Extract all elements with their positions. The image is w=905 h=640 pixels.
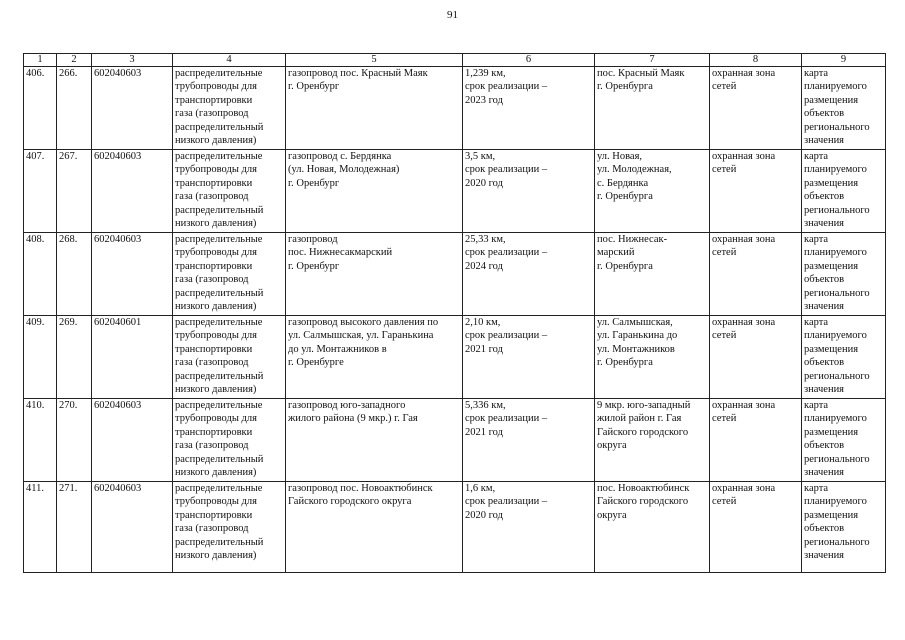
cell-code: 602040603 (92, 482, 173, 573)
column-header: 5 (286, 54, 463, 67)
cell-number: 411. (24, 482, 57, 573)
column-header: 1 (24, 54, 57, 67)
cell-location: ул. Новая, ул. Молодежная, с. Бердянка г. Оренбурга (595, 150, 710, 233)
table-row (24, 482, 886, 573)
cell-sub-number: 269. (57, 316, 92, 399)
cell-params: 1,6 км, срок реализации – 2020 год (463, 482, 595, 573)
cell-location: пос. Нижнесак- марский г. Оренбурга (595, 233, 710, 316)
cell-type: распределительные трубопроводы для транспортировки газа (газопровод распределительный низкого давления) (173, 150, 286, 233)
objects-table (23, 53, 886, 573)
cell-params: 5,336 км, срок реализации – 2021 год (463, 399, 595, 482)
cell-code: 602040601 (92, 316, 173, 399)
cell-zone: охранная зона сетей (710, 150, 802, 233)
table-row (24, 316, 886, 399)
table-row (24, 67, 886, 150)
cell-params: 1,239 км, срок реализации – 2023 год (463, 67, 595, 150)
cell-zone: охранная зона сетей (710, 482, 802, 573)
cell-location: пос. Красный Маяк г. Оренбурга (595, 67, 710, 150)
column-header: 6 (463, 54, 595, 67)
cell-type: распределительные трубопроводы для транспортировки газа (газопровод распределительный низкого давления) (173, 67, 286, 150)
cell-name: газопровод с. Бердянка (ул. Новая, Молодежная) г. Оренбург (286, 150, 463, 233)
cell-zone: охранная зона сетей (710, 67, 802, 150)
cell-sub-number: 271. (57, 482, 92, 573)
cell-code: 602040603 (92, 150, 173, 233)
cell-number: 407. (24, 150, 57, 233)
cell-name: газопровод пос. Красный Маяк г. Оренбург (286, 67, 463, 150)
cell-number: 409. (24, 316, 57, 399)
cell-name: газопровод юго-западного жилого района (9 мкр.) г. Гая (286, 399, 463, 482)
cell-number: 406. (24, 67, 57, 150)
cell-location: ул. Салмышская, ул. Гаранькина до ул. Монтажников г. Оренбурга (595, 316, 710, 399)
cell-map: карта планируемого размещения объектов регионального значения (802, 482, 886, 573)
cell-params: 3,5 км, срок реализации – 2020 год (463, 150, 595, 233)
cell-code: 602040603 (92, 67, 173, 150)
cell-name: газопровод высокого давления по ул. Салмышская, ул. Гаранькина до ул. Монтажников в г. Оренбурге (286, 316, 463, 399)
table-row (24, 233, 886, 316)
cell-name: газопровод пос. Нижнесакмарский г. Оренбург (286, 233, 463, 316)
cell-map: карта планируемого размещения объектов регионального значения (802, 233, 886, 316)
header-row (24, 54, 886, 67)
cell-map: карта планируемого размещения объектов регионального значения (802, 399, 886, 482)
cell-type: распределительные трубопроводы для транспортировки газа (газопровод распределительный низкого давления) (173, 233, 286, 316)
cell-number: 408. (24, 233, 57, 316)
cell-code: 602040603 (92, 233, 173, 316)
cell-params: 25,33 км, срок реализации – 2024 год (463, 233, 595, 316)
cell-code: 602040603 (92, 399, 173, 482)
page-number: 91 (447, 9, 458, 21)
cell-sub-number: 266. (57, 67, 92, 150)
cell-params: 2,10 км, срок реализации – 2021 год (463, 316, 595, 399)
cell-number: 410. (24, 399, 57, 482)
column-header: 7 (595, 54, 710, 67)
cell-map: карта планируемого размещения объектов регионального значения (802, 150, 886, 233)
cell-name: газопровод пос. Новоактюбинск Гайского городского округа (286, 482, 463, 573)
cell-type: распределительные трубопроводы для транспортировки газа (газопровод распределительный низкого давления) (173, 482, 286, 573)
table-row (24, 399, 886, 482)
cell-type: распределительные трубопроводы для транспортировки газа (газопровод распределительный низкого давления) (173, 399, 286, 482)
cell-location: 9 мкр. юго-западный жилой район г. Гая Гайского городского округа (595, 399, 710, 482)
cell-type: распределительные трубопроводы для транспортировки газа (газопровод распределительный низкого давления) (173, 316, 286, 399)
cell-sub-number: 268. (57, 233, 92, 316)
column-header: 8 (710, 54, 802, 67)
table-row (24, 150, 886, 233)
cell-map: карта планируемого размещения объектов регионального значения (802, 316, 886, 399)
cell-sub-number: 270. (57, 399, 92, 482)
column-header: 2 (57, 54, 92, 67)
cell-sub-number: 267. (57, 150, 92, 233)
cell-zone: охранная зона сетей (710, 316, 802, 399)
column-header: 4 (173, 54, 286, 67)
cell-map: карта планируемого размещения объектов регионального значения (802, 67, 886, 150)
cell-zone: охранная зона сетей (710, 233, 802, 316)
cell-zone: охранная зона сетей (710, 399, 802, 482)
column-header: 9 (802, 54, 886, 67)
cell-location: пос. Новоактюбинск Гайского городского округа (595, 482, 710, 573)
column-header: 3 (92, 54, 173, 67)
